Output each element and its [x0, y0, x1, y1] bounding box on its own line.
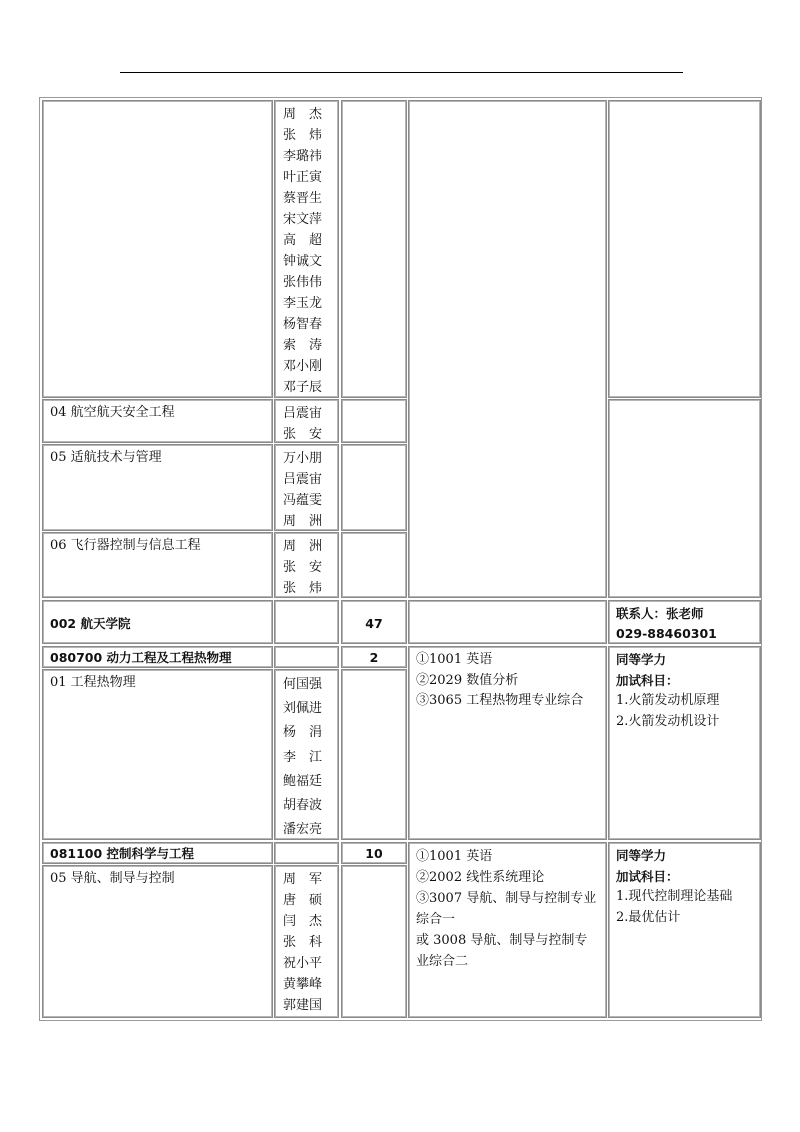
advisor-name: 吕震宙	[283, 472, 323, 487]
contact-phone: 029-88460301	[616, 626, 717, 641]
advisor-name: 宋文萍	[283, 212, 323, 227]
exam-subjects-cell	[408, 842, 607, 1018]
advisors-cell	[274, 100, 339, 398]
notes-subtitle: 加试科目：	[616, 672, 679, 688]
advisor-name: 钟诚文	[283, 254, 323, 269]
enrollment-table	[39, 97, 762, 1021]
advisor-name: 闫 杰	[283, 914, 323, 929]
advisor-name: 周 杰	[283, 107, 323, 122]
advisor-name: 冯蕴雯	[283, 493, 323, 508]
exam-subjects-cell	[408, 646, 607, 840]
advisors-cell	[274, 399, 339, 443]
advisor-name: 周 洲	[283, 539, 323, 554]
notes-subtitle: 加试科目：	[616, 868, 679, 884]
direction-label: 01 工程热物理	[50, 675, 136, 690]
advisor-name: 何国强	[283, 677, 323, 692]
advisor-name: 邓子辰	[283, 380, 323, 395]
quota-cell-empty	[341, 100, 407, 398]
exam-subject: ②2029 数值分析	[416, 672, 519, 688]
advisor-name: 李玉龙	[283, 296, 323, 311]
major-title-cell	[42, 646, 273, 668]
direction-cell	[42, 399, 273, 443]
major-title: 080700 动力工程及工程热物理	[50, 650, 232, 665]
exam-subject: ③3065 工程热物理专业综合	[416, 693, 584, 708]
exam-subject: ①1001 英语	[416, 849, 493, 864]
advisor-name: 李 江	[283, 749, 323, 765]
school-name: 002 航天学院	[50, 616, 131, 631]
advisors-cell-empty	[274, 600, 339, 644]
advisor-name: 郭建国	[283, 998, 323, 1013]
advisor-name: 周 洲	[283, 514, 323, 529]
direction-label: 06 飞行器控制与信息工程	[50, 538, 201, 553]
advisor-name: 高 超	[283, 233, 323, 248]
advisor-name: 蔡晋生	[283, 191, 323, 206]
advisor-name: 黄攀峰	[283, 977, 323, 992]
quota-cell-empty	[341, 532, 407, 598]
quota-cell-empty	[341, 399, 407, 443]
advisors-cell	[274, 669, 339, 840]
notes-title: 同等学力	[616, 848, 667, 863]
advisor-name: 张 炜	[283, 128, 323, 143]
exam-subject: ①1001 英语	[416, 652, 493, 667]
direction-label: 04 航空航天安全工程	[50, 405, 175, 420]
advisors-cell	[274, 532, 339, 598]
advisor-name: 杨 涓	[283, 725, 323, 741]
direction-cell	[42, 669, 273, 840]
advisor-name: 张 科	[283, 935, 323, 950]
advisor-name: 刘佩进	[283, 701, 323, 717]
advisor-name: 周 军	[283, 872, 323, 887]
major-title-cell	[42, 842, 273, 864]
advisor-name: 鲍福廷	[283, 773, 323, 789]
advisors-cell	[274, 865, 339, 1018]
advisor-name: 胡春波	[283, 798, 323, 814]
notes-cell-empty	[608, 100, 761, 398]
contact-cell	[608, 600, 761, 644]
major-quota: 10	[365, 846, 383, 861]
advisor-name: 万小朋	[283, 451, 323, 466]
direction-cell	[42, 444, 273, 531]
advisor-name: 唐 硕	[283, 893, 323, 908]
exam-subject: ②2002 线性系统理论	[416, 870, 545, 885]
advisor-name: 张 安	[283, 560, 323, 575]
advisors-cell-empty	[274, 646, 339, 668]
exam-cell-empty	[408, 100, 607, 598]
notes-title: 同等学力	[616, 652, 667, 667]
extra-exam: 2.最优估计	[616, 909, 681, 925]
quota-cell	[341, 646, 407, 668]
quota-cell-empty	[341, 865, 407, 1018]
advisor-name: 杨智春	[283, 317, 323, 332]
advisor-name: 李璐祎	[283, 149, 323, 164]
quota-cell-empty	[341, 444, 407, 531]
notes-cell-empty	[608, 399, 761, 598]
notes-cell	[608, 646, 761, 840]
direction-label: 05 导航、制导与控制	[50, 871, 175, 886]
contact-person: 联系人：张老师	[616, 606, 704, 621]
quota-cell-empty	[341, 669, 407, 840]
header-rule	[120, 72, 683, 73]
exam-subject: ③3007 导航、制导与控制专业综合一	[416, 891, 597, 927]
advisor-name: 潘宏亮	[283, 822, 323, 838]
advisors-cell-empty	[274, 842, 339, 864]
exam-subject: 或 3008 导航、制导与控制专业综合二	[416, 933, 588, 969]
advisor-name: 索 涛	[283, 338, 323, 353]
notes-cell	[608, 842, 761, 1018]
direction-label: 05 适航技术与管理	[50, 450, 162, 465]
advisor-name: 张 安	[283, 427, 323, 442]
direction-cell	[42, 865, 273, 1018]
advisor-name: 吕震宙	[283, 406, 323, 421]
exam-cell-empty	[408, 600, 607, 644]
quota-cell	[341, 600, 407, 644]
extra-exam: 1.火箭发动机原理	[616, 693, 720, 708]
advisor-name: 祝小平	[283, 956, 323, 971]
advisor-name: 张伟伟	[283, 275, 323, 290]
major-quota: 2	[369, 650, 379, 665]
direction-cell-empty	[42, 100, 273, 398]
extra-exam: 2.火箭发动机设计	[616, 713, 720, 729]
school-quota: 47	[365, 616, 383, 631]
extra-exam: 1.现代控制理论基础	[616, 889, 733, 904]
school-name-cell	[42, 600, 273, 644]
major-title: 081100 控制科学与工程	[50, 846, 195, 861]
advisor-name: 张 炜	[283, 581, 323, 596]
direction-cell	[42, 532, 273, 598]
advisor-name: 邓小刚	[283, 359, 323, 374]
advisors-cell	[274, 444, 339, 531]
advisor-name: 叶正寅	[283, 170, 323, 185]
quota-cell	[341, 842, 407, 864]
